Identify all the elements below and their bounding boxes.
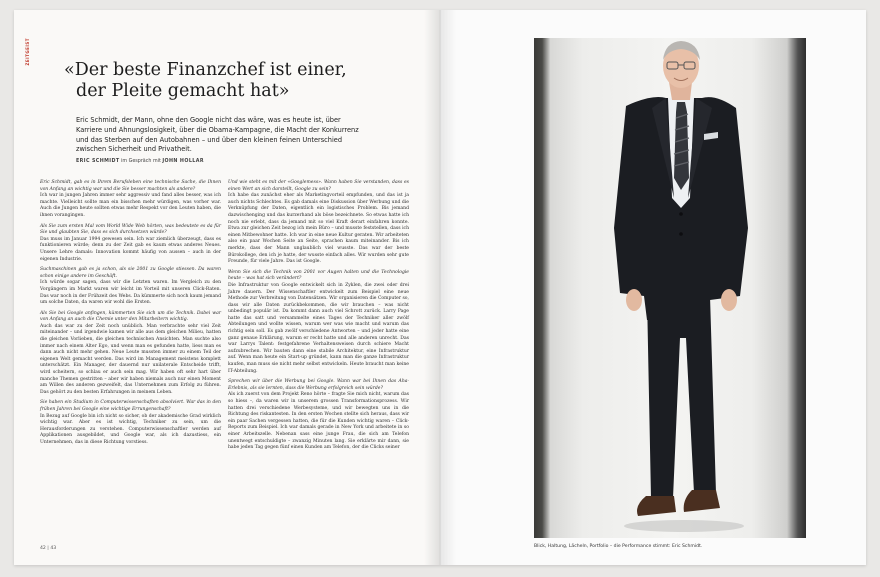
answer: Ich würde sogar sagen, dass wir die Letzten waren. Im Vergleich zu den Vorgängern im Markt waren wir leicht im Vorteil mit unseren Click-Raten. Das war noch in der Frühzeit des Webs. Da kümmerte sich noch kaum jemand um solche Daten, da waren wir wohl die Ersten. bbox=[40, 280, 221, 306]
question: Wenn Sie sich die Technik von 2001 vor Augen halten und die Technologie heute – was hat sich verändert? bbox=[228, 269, 409, 282]
text-column-1 bbox=[40, 180, 221, 451]
qa-block bbox=[40, 180, 221, 220]
question: Eric Schmidt, gab es in Ihrem Berufsleben eine technische Sache, die Ihnen von Anfang an wichtig war und die Sie besser machten als andere? bbox=[40, 180, 221, 192]
question: Sprechen wir über die Werbung bei Google. Wann war bei Ihnen das Aha-Erlebnis, als sie lernten, dass die Werbung erfolgreich sein würde? bbox=[228, 379, 409, 391]
section-tag: ZEITGEIST bbox=[25, 38, 30, 66]
byline-name: ERIC SCHMIDT bbox=[76, 159, 120, 164]
answer: Auch das war zu der Zeit noch unüblich. Man verbrachte sehr viel Zeit miteinander – und irgendwie kamen wir alle aus dem gleichen Milieu, hatten die gleichen Vorlieben, die gleichen technischen Ansichten. Man suchte also immer nach einem Alter Ego, und wenn man es gefunden hatte, liess man es dann auch nicht mehr gehen. Neue Leute mussten immer zu einem Teil der eigenen Welt gemacht werden. Das wird im Management meistens komplett unterschätzt. Ein Manager, der dauernd nur unilaterale Entscheide trifft, wird scheitern, so schlau er auch sein mag. Wir haben oft sehr hart über manche Themen gestritten – aber wir haben niemals auch nur einen Moment am Willen des anderen gezweifelt, das Unternehmen zum Erfolg zu führen. Das gehört zu den besten Erfahrungen in meinem Leben. bbox=[40, 323, 221, 395]
qa-block bbox=[40, 267, 221, 307]
question: Sie haben ein Studium in Computerwissenschaften absolviert. War das in den frühen Jahren bei Google eine wichtige Errungenschaft? bbox=[40, 400, 221, 412]
qa-block bbox=[228, 379, 409, 452]
byline bbox=[76, 159, 204, 164]
lede-paragraph: Eric Schmidt, der Mann, ohne den Google nicht das wäre, was es heute ist, über Karriere und Ahnungslosigkeit, über die Obama-Kampagne, die Macht der Konkurrenz und das Sterben auf den Autobahnen – und über den kleinen feinen Unterschied zwischen Sicherheit und Privatheit. bbox=[76, 116, 359, 154]
answer: Die Infrastruktur von Google entwickelt sich in Zyklen, die zwei oder drei Jahre dauern. Der Wissenschaftler entwickelt zum Beispiel eine neue Methode zur Verbreitung von Datensätzen. Wir organisieren die Computer so, dass wir alle Daten zurückbekommen, die wir brauchen – was nicht unbedingt populär ist. Da kommt dann auch viel Schrott zurück. Larry Page hatte das satt und versammelte eines Tages der Techniker aller zwölf Abteilungen und wollte wissen, warum wer was wie macht und warum das richtig sein soll. Es gab zwölf verschiedene Antworten – und jeder hatte eine ganz genaue Erklärung, warum er recht hatte und alle anderen unrecht. Das war Larrys Talent: festgefahrene Verhaltensweisen durch schiere Macht aufzubrechen. Wir bauten dann eine stabile Architektur, eine Infrastruktur auf. Wenn man heute ein Start-up gründet, kann man die ganze Infrastruktur kaufen, man muss sie nicht mehr selbst entwickeln. Heute braucht man keine IT-Abteilung. bbox=[228, 282, 409, 374]
portrait-photo bbox=[534, 38, 806, 538]
qa-block bbox=[228, 180, 409, 266]
magazine-spread bbox=[14, 10, 866, 565]
text-column-2 bbox=[228, 180, 409, 456]
answer: Ich war in jungen Jahren immer sehr aggressiv und fand alles besser, was ich machte. Vielleicht sollte man ein bisschen mehr würdigen, was vorher war. Auch die Jungen heute sollten etwas mehr Respekt vor den Leuten haben, die ihnen vorangingen. bbox=[40, 193, 221, 218]
photo-caption: Blick, Haltung, Lächeln, Portfolio – die Performance stimmt: Eric Schmidt. bbox=[534, 544, 703, 549]
byline-interviewer: JOHN HOLLAR bbox=[162, 159, 204, 164]
headline bbox=[64, 60, 364, 102]
qa-block bbox=[228, 270, 409, 376]
qa-block bbox=[40, 400, 221, 446]
question: Als Sie bei Google anfingen, kümmerten Sie sich um die Technik. Dabei war von Anfang an auch die Chemie unter den Mitarbeitern wichtig. bbox=[40, 310, 221, 323]
byline-connector: im Gespräch mit bbox=[119, 159, 163, 164]
answer: In Bezug auf Google bin ich nicht so sicher, ob der akademische Grad wirklich wichtig war. Aber es ist wichtig, Techniker zu sein, um die Herausforderungen zu verstehen. Computerwissenschaftler werden auf Applikationen ausgebildet, und Google war, als ich dazustiess, ein Unternehmen, das in diese Richtung vorstiess. bbox=[40, 413, 221, 445]
headline-line-1: «Der beste Finanzchef ist einer, bbox=[64, 60, 347, 80]
left-page bbox=[14, 10, 440, 565]
answer: Das muss im Januar 1994 gewesen sein. Ich war ziemlich überzeugt, dass es funktionieren würde; denn zu der Zeit gab es kaum etwas anderes Neues. Unsere Lehre damals: Innovation kommt häufig von aussen – auch in der eigenen Industrie. bbox=[40, 236, 221, 262]
question: Und wie steht es mit der «Googlemess». Wann haben Sie verstanden, dass es einen Wert an sich darstellt, Google zu sein? bbox=[228, 180, 409, 192]
qa-block bbox=[40, 311, 221, 397]
headline-line-2: der Pleite gemacht hat» bbox=[76, 81, 290, 101]
right-page bbox=[440, 10, 866, 565]
page-numbers: 42 | 43 bbox=[40, 546, 57, 551]
qa-block bbox=[40, 224, 221, 264]
question: Suchmaschinen gab es ja schon, als sie 2001 zu Google stiessen. Da waren schon einige andere im Geschäft. bbox=[40, 267, 221, 279]
answer: Als ich zuerst von dem Projekt Reno hörte – fragte Sie mich nicht, warum das so hiess –, da waren wir in unserem grossen Transformationsprozess. Wir hatten drei verschiedene Werbesysteme, und wir bewegten uns in die Richtung des riskantesten. In den ersten Wochen stellte sich heraus, dass wir ein paar Sachen vergessen hatten, die für die Kunden wichtig waren – Click-Reports zum Beispiel. Ich war damals gerade in New York und arbeitete in so einer Arbeitszelle. Nebenan sass eine junge Frau, die sich am Telefon unentwegt entschuldigte – zwanzig Minuten lang. Sie erklärte mir dann, sie habe jeden Tag gegen fünf einen Kunden am Telefon, der die Clicks seiner bbox=[228, 392, 409, 451]
answer: Ich habe das zunächst eher als Marketingvorteil empfunden, und das ist ja auch nichts Schlechtes. Es gab damals eine Diskussion über Werbung und die Verknüpfung der Daten, eigentlich ein logistisches Problem. Bis jemand dazwischenging und das kurzerhand als böse bezeichnete. So etwas hatte ich noch nie erlebt, dass da jemand mit so viel Kraft derart einfahren konnte. Etwa zur gleichen Zeit bezog ich mein Büro – und musste feststellen, dass ich einen Mitbewohner hatte. Ich war in eine neue Kultur geraten. Wir arbeiteten also ein paar Wochen Seite an Seite, sprachen kaum miteinander. Bis ich merkte, dass der Mann unglaublich viel wusste. Das war der beste Bürokollege, den ich je hatte, der wusste einfach alles. Wir wurden sehr gute Freunde, für viele Jahre. Das ist Google. bbox=[228, 193, 409, 265]
standing-man-figure bbox=[534, 38, 806, 538]
question: Als Sie zum ersten Mal vom World Wide Web hörten, was bedeutete es da für Sie und glaubten Sie, dass es sich durchsetzen würde? bbox=[40, 223, 221, 236]
